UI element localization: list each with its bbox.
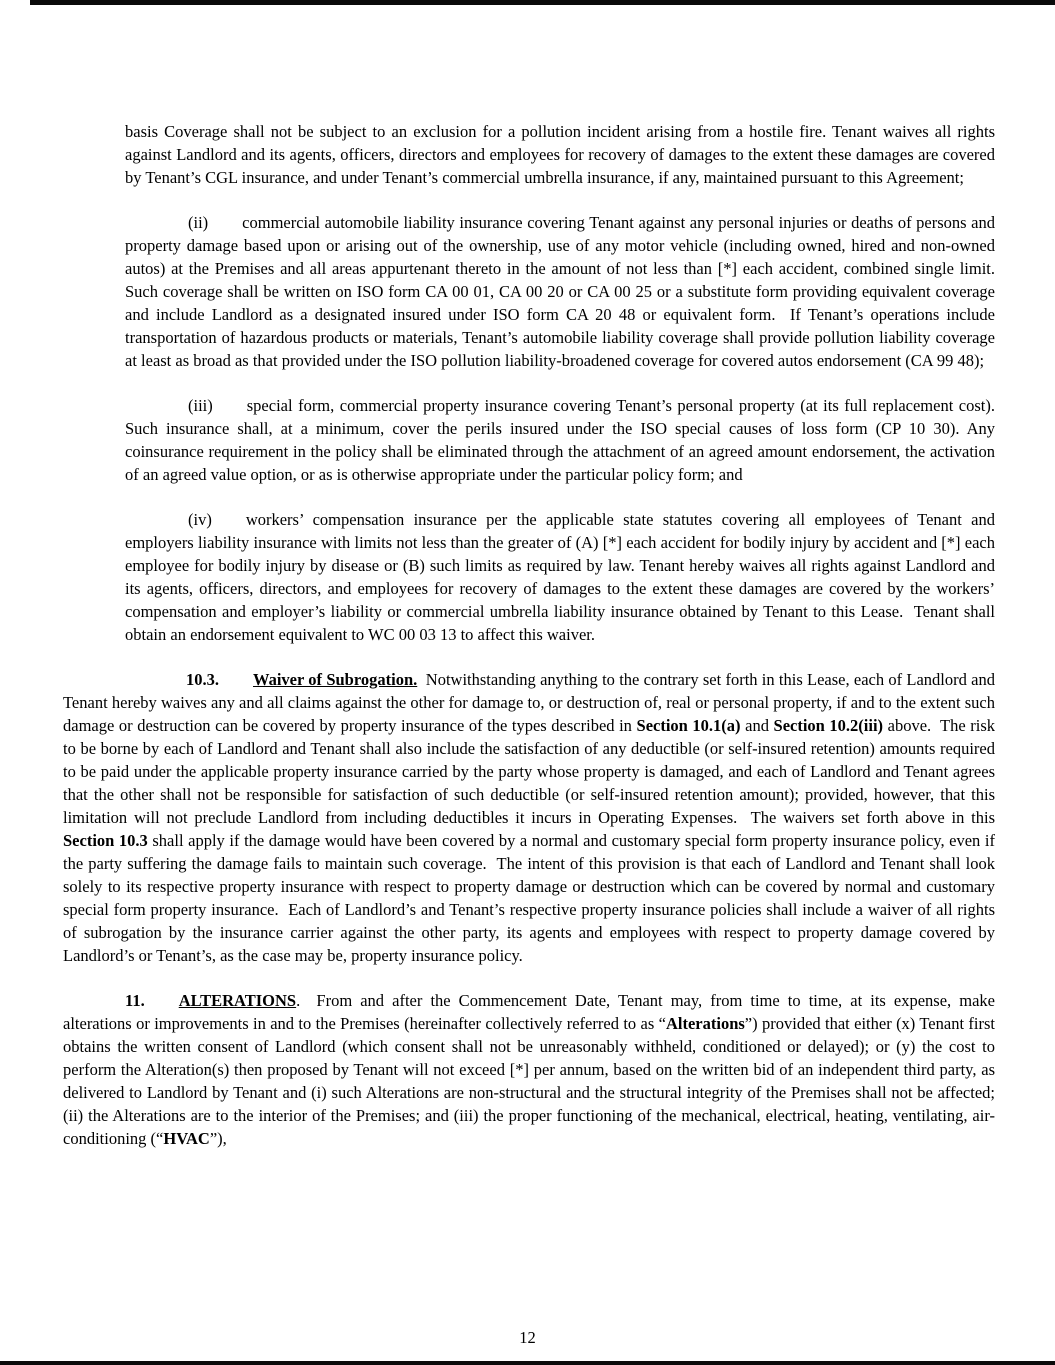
- paragraph-workers-comp: [125, 508, 1000, 646]
- text-run: and: [740, 716, 774, 735]
- text-run: ”),: [209, 1129, 227, 1148]
- paragraph-alterations: [63, 989, 1000, 1150]
- page-number: 12: [519, 1328, 536, 1347]
- text-run: 11.: [125, 991, 145, 1010]
- text-run: Section 10.3: [63, 831, 148, 850]
- text-run: special form, commercial property insurance covering Tenant’s personal property (at its full replacement cost). Such insurance shall, at a minimum, cover the perils insured under the ISO special causes of loss form (CP 10 30). Any coinsurance requirement in the policy shall be eliminated through the attachment of an agreed amount endorsement, the activation of an agreed value option, or as is otherwise appropriate under the particular policy form; and: [125, 396, 1004, 484]
- text-run: basis Coverage shall not be subject to an exclusion for a pollution incident arising from a hostile fire. Tenant waives all rights against Landlord and its agents, officers, directors and employees for recovery of damages to the extent these damages are covered by Tenant’s CGL insurance, and under Tenant’s commercial umbrella insurance, if any, maintained pursuant to this Agreement;: [125, 122, 1000, 187]
- text-run: ALTERATIONS: [178, 991, 297, 1010]
- text-run: Section 10.1(a): [636, 716, 741, 735]
- scan-artifact-bottom-edge: [0, 1361, 1055, 1365]
- text-run: (ii): [188, 213, 209, 232]
- text-run: . From and after the Commencement Date, Tenant may, from time to time, at its expense, make alterations or improvements in and to the Premises (hereinafter collectively referred to as “: [63, 991, 1000, 1033]
- scan-artifact-top-edge: [30, 0, 1055, 5]
- paragraph-auto-liability: [125, 211, 1004, 372]
- paragraph-cgl-pollution-continuation: [125, 120, 1000, 189]
- text-run: shall apply if the damage would have been covered by a normal and customary special form property insurance policy, even if the party suffering the damage fails to maintain such coverage. The intent of this provision is that each of Landlord and Tenant shall look solely to its respective property insurance with respect to property damage or destruction which can be covered by normal and customary special form property insurance. Each of Landlord’s and Tenant’s respective property insurance policies shall include a waiver of all rights of subrogation by the insurance carrier against the other party, its agents and employees with respect to property damage covered by Landlord’s or Tenant’s, as the case may be, property insurance policy.: [63, 831, 1000, 965]
- text-run: ”) provided that either (x) Tenant first obtains the written consent of Landlord (which consent shall not be unreasonably withheld, conditioned or delayed); or (y) the cost to perform the Alteration(s) then proposed by Tenant will not exceed [*] per annum, based on the written bid of an independent third party, as delivered to Landlord by Tenant and (i) such Alterations are non-structural and the structural integrity of the Premises shall not be affected; (ii) the Alterations are to the interior of the Premises; and (iii) the proper functioning of the mechanical, electrical, heating, ventilating, air-conditioning (“: [63, 1014, 1000, 1148]
- text-run: Notwithstanding anything to the contrary set forth in this Lease, each of Landlord and Tenant hereby waives any and all claims against the other for damage to, or destruction of, real or personal property, if and to the extent such damage or destruction can be covered by property insurance of the types described in: [63, 670, 1000, 735]
- text-run: above. The risk to be borne by each of Landlord and Tenant shall also include the satisfaction of any deductible (or self-insured retention) amounts required to be paid under the applicable property insurance carried by the party whose property is damaged, and each of Landlord and Tenant agrees that the other shall not be responsible for satisfaction of such deductible (or self-insured retention amount); provided, however, that this limitation will not preclude Landlord from including deductibles it incurs in Operating Expenses. The waivers set forth above in this: [63, 716, 1000, 827]
- text-run: Waiver of Subrogation.: [253, 670, 418, 689]
- text-run: 10.3.: [186, 670, 219, 689]
- text-run: HVAC: [163, 1129, 210, 1148]
- text-run: (iii): [188, 396, 213, 415]
- text-run: (iv): [188, 510, 212, 529]
- text-run: Section 10.2(iii): [773, 716, 884, 735]
- paragraph-property-insurance: [125, 394, 1004, 486]
- paragraph-waiver-of-subrogation: [63, 668, 1000, 967]
- text-run: Alterations: [665, 1014, 745, 1033]
- document-body: [63, 120, 1004, 1172]
- text-run: workers’ compensation insurance per the applicable state statutes covering all employees of Tenant and employers liability insurance with limits not less than the greater of (A) [*] each accident for bodily injury by accident and [*] each employee for bodily injury by disease or (B) such limits as required by law. Tenant hereby waives all rights against Landlord and its agents, officers, directors, and employees for recovery of damages to the extent these damages are covered by the workers’ compensation and employer’s liability or commercial umbrella liability insurance obtained by Tenant to this Lease. Tenant shall obtain an endorsement equivalent to WC 00 03 13 to affect this waiver.: [125, 510, 1000, 644]
- text-run: commercial automobile liability insurance covering Tenant against any personal injuries or deaths of persons and property damage based upon or arising out of the ownership, use of any motor vehicle (including owned, hired and non-owned autos) at the Premises and all areas appurtenant thereto in the amount of not less than [*] each accident, combined single limit. Such coverage shall be written on ISO form CA 00 01, CA 00 20 or CA 00 25 or a substitute form providing equivalent coverage and include Landlord as a designated insured under ISO form CA 20 48 or equivalent form. If Tenant’s operations include transportation of hazardous products or materials, Tenant’s automobile liability coverage shall provide pollution liability coverage at least as broad as that provided under the ISO pollution liability-broadened coverage for covered autos endorsement (CA 99 48);: [125, 213, 1004, 370]
